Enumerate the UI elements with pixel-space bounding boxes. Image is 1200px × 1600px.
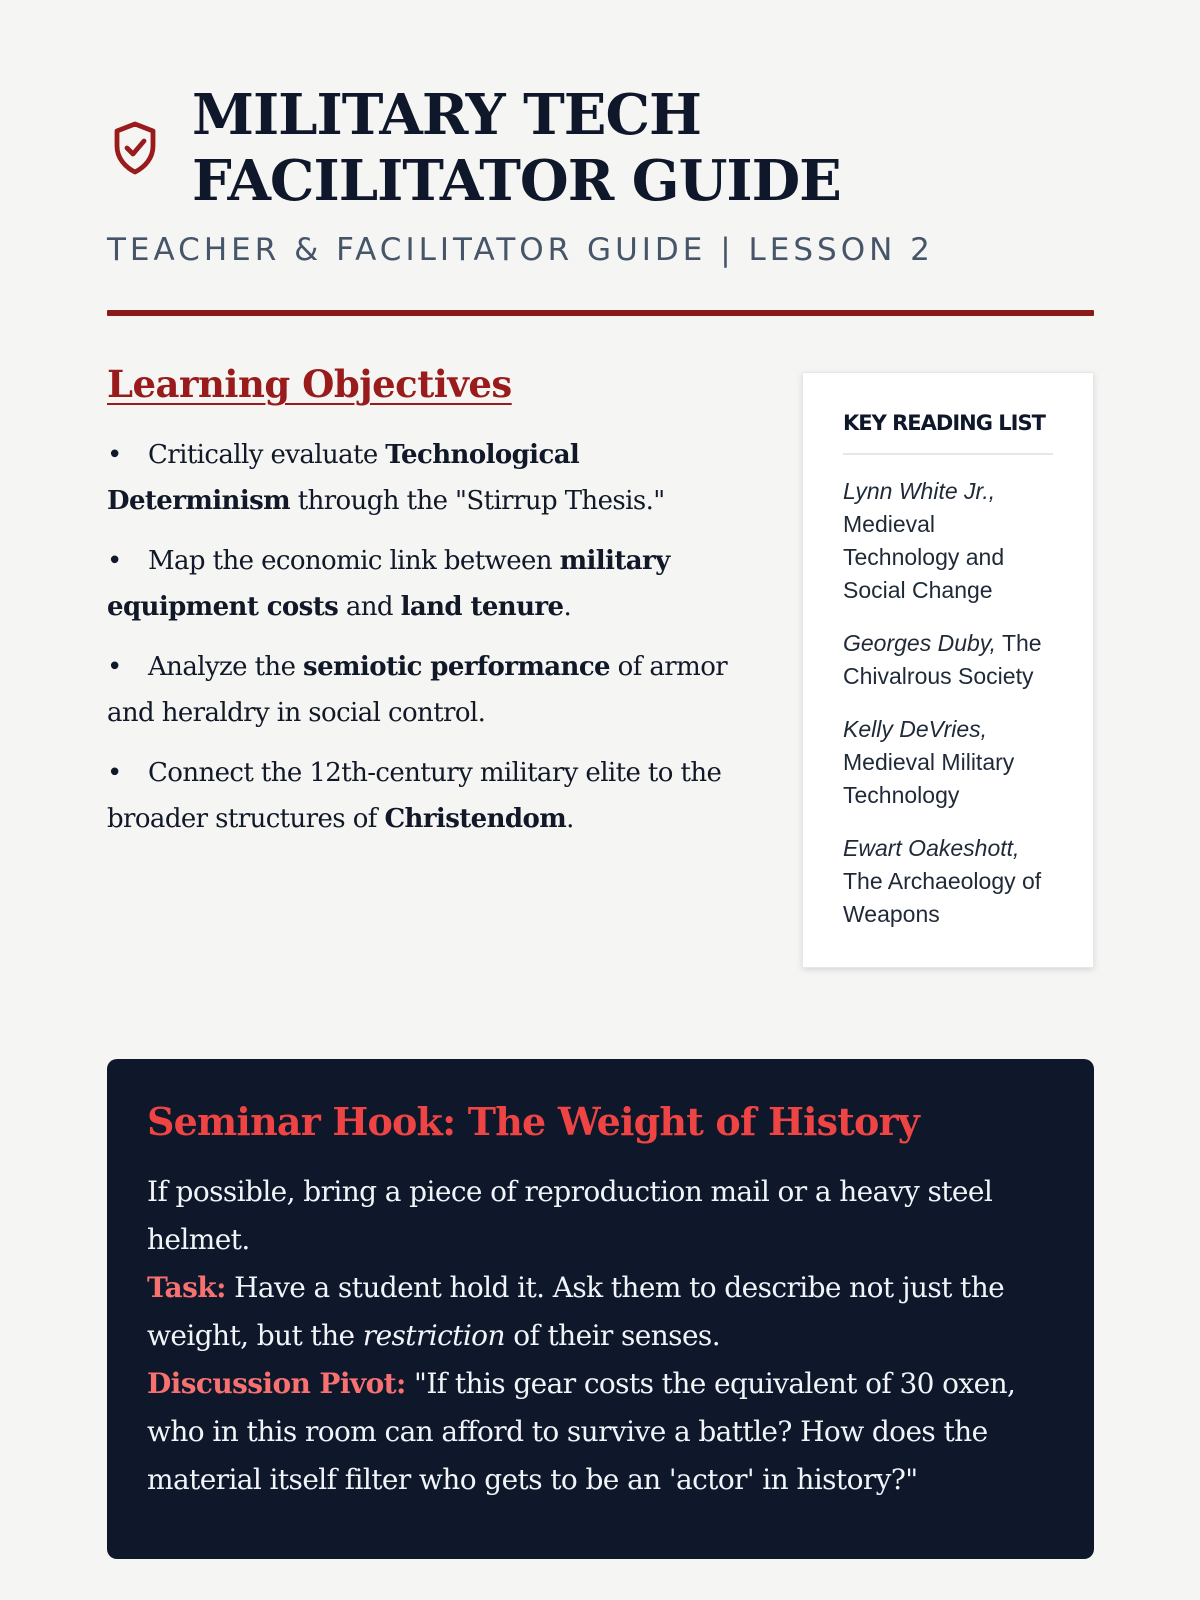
hook-pivot — [147, 1360, 1054, 1504]
reading-work: Medieval Technology and Social Change — [843, 511, 1005, 603]
guide-page — [107, 82, 1094, 986]
task-text: of their senses. — [504, 1319, 720, 1352]
learning-objectives — [107, 362, 747, 856]
objective-text: Critically evaluate — [148, 440, 386, 470]
reading-list-title: KEY READING LIST — [843, 411, 1053, 455]
objective-text: Map the economic link between — [148, 546, 560, 576]
task-emphasis: restriction — [362, 1319, 505, 1352]
content-columns — [107, 316, 1094, 986]
page-subtitle: TEACHER & FACILITATOR GUIDE | LESSON 2 — [107, 232, 934, 268]
bullet-icon: • — [107, 440, 122, 470]
objective-text: and — [338, 592, 401, 622]
objective-text: of armor and heraldry in social control. — [107, 652, 728, 728]
hook-task — [147, 1264, 1054, 1360]
reading-work: The Archaeology of Weapons — [843, 868, 1042, 927]
objective-key-term: military equipment costs — [107, 546, 670, 622]
list-item — [843, 832, 1053, 931]
bullet-icon: • — [107, 546, 122, 576]
seminar-hook-body — [147, 1168, 1054, 1504]
objective-key-term: Christendom — [384, 804, 567, 834]
header — [107, 82, 1094, 316]
bullet-icon: • — [107, 758, 122, 788]
task-label: Task: — [147, 1271, 226, 1304]
list-item — [107, 644, 747, 736]
key-reading-list — [802, 372, 1094, 968]
objectives-list — [107, 432, 747, 842]
objective-key-term: Technological Determinism — [107, 440, 580, 516]
list-item — [107, 750, 747, 842]
objectives-title: Learning Objectives — [107, 362, 512, 406]
bullet-icon: • — [107, 652, 122, 682]
shield-check-icon — [111, 120, 159, 176]
reading-author: Ewart Oakeshott, — [843, 835, 1020, 861]
reading-work: The Chivalrous Society — [843, 630, 1042, 689]
seminar-hook-title: Seminar Hook: The Weight of History — [147, 1099, 920, 1144]
list-item — [107, 538, 747, 630]
reading-author: Kelly DeVries, — [843, 716, 988, 742]
hook-intro: If possible, bring a piece of reproduction mail or a heavy steel helmet. — [147, 1175, 993, 1256]
objective-text: . — [563, 592, 572, 622]
objective-text: Analyze the — [148, 652, 304, 682]
reading-author: Georges Duby, — [843, 630, 996, 656]
pivot-label: Discussion Pivot: — [147, 1367, 406, 1400]
list-item — [107, 432, 747, 524]
objective-text: Connect the 12th-century military elite to the broader structures of — [107, 758, 722, 834]
reading-list — [843, 475, 1053, 931]
list-item — [843, 475, 1053, 607]
objective-key-term: semiotic performance — [303, 652, 610, 682]
page-title: MILITARY TECH FACILITATOR GUIDE — [192, 82, 841, 214]
list-item — [843, 713, 1053, 812]
pivot-text: "If this gear costs the equivalent of 30 oxen, who in this room can afford to survive a battle? How does the material itself filter who gets to be an 'actor' in history?" — [147, 1367, 1016, 1496]
seminar-hook-box — [107, 1059, 1094, 1559]
reading-author: Lynn White Jr., — [843, 478, 996, 504]
objective-text: through the "Stirrup Thesis." — [290, 486, 665, 516]
reading-work: Medieval Military Technology — [843, 749, 1015, 808]
list-item — [843, 627, 1053, 693]
objective-text: . — [566, 804, 574, 834]
task-text: Have a student hold it. Ask them to describe not just the weight, but the — [147, 1271, 1005, 1352]
objective-key-term: land tenure — [400, 592, 564, 622]
